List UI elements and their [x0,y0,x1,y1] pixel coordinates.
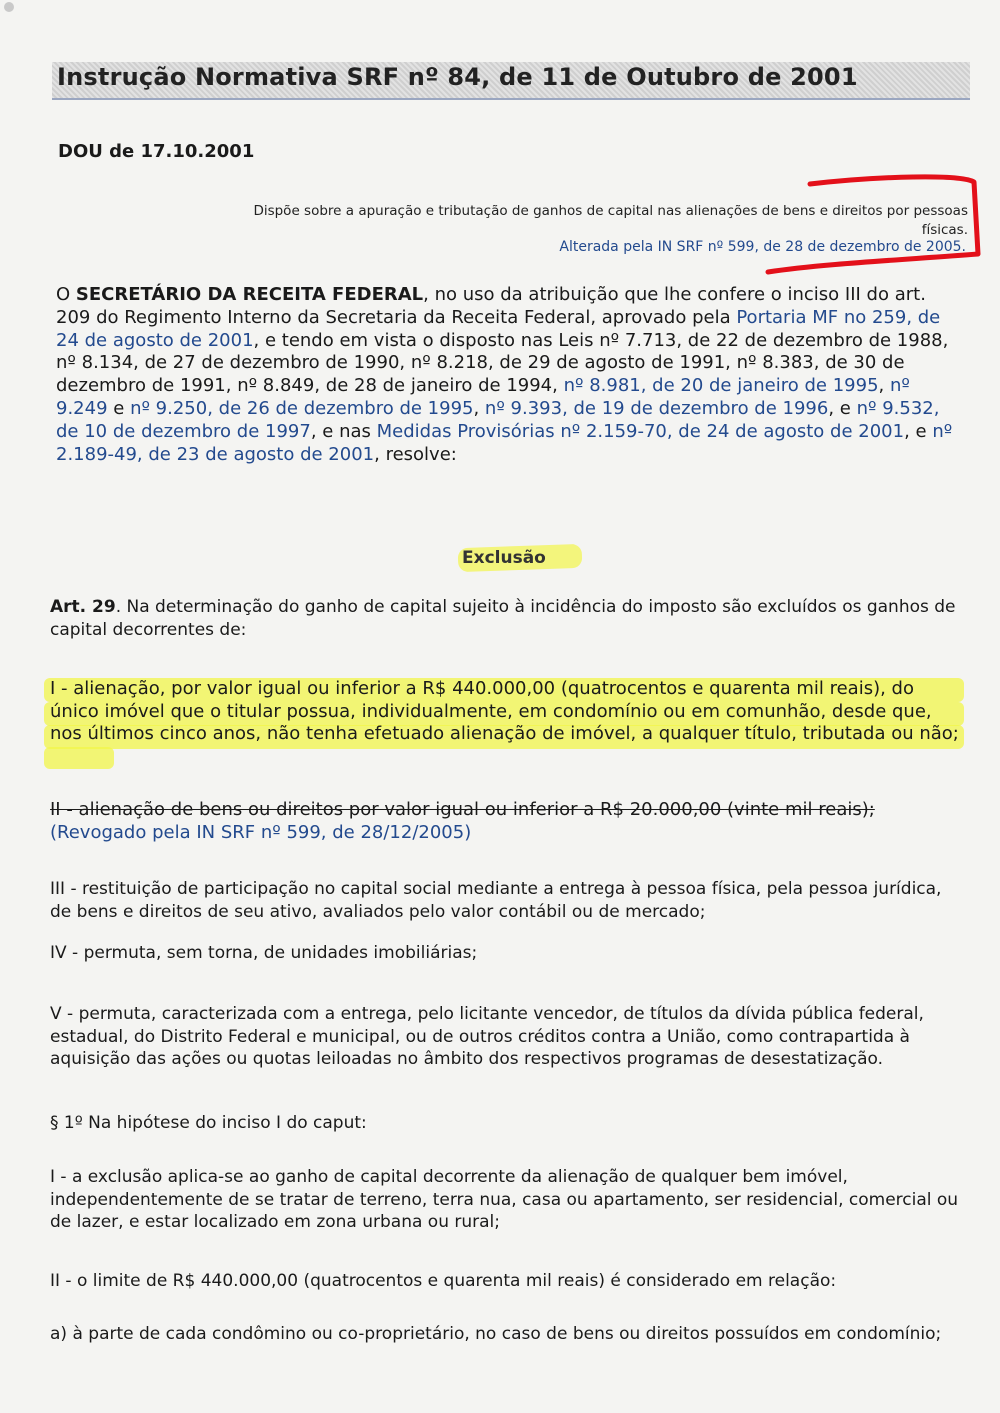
document-title: Instrução Normativa SRF nº 84, de 11 de Outubro de 2001 [57,63,858,91]
revoked-link[interactable]: (Revogado pela IN SRF nº 599, de 28/12/2005) [50,821,472,843]
link-lei-9532[interactable]: nº 9.532, de 10 de dezembro de 1997 [56,397,940,442]
preamble-text: , [473,397,485,419]
link-lei-8981[interactable]: nº 8.981, de 20 de janeiro de 1995 [563,375,879,397]
inciso-iv: IV - permuta, sem torna, de unidades imobiliárias; [50,943,478,963]
paragraph-1-alinea-a: a) à parte de cada condômino ou co-proprietário, no caso de bens ou direitos possuídos em condomínio; [50,1324,942,1344]
paragraph-1: § 1º Na hipótese do inciso I do caput: [50,1113,367,1133]
preamble-text: e [107,397,131,419]
preamble-text: , [878,375,890,397]
preamble-text: , e nas [310,420,377,442]
item-1-highlight [44,747,114,769]
inciso-iii: III - restituição de participação no capital social mediante a entrega à pessoa física, pela pessoa jurídica, de bens e direitos de seu ativo, avaliados pelo valor contábil ou de mercado; [50,879,942,922]
link-mp-2189[interactable]: nº 2.189-49, de 23 de agosto de 2001 [56,420,953,465]
preamble-text: , e tendo em vista o disposto nas Leis nº 7.713, de 22 de dezembro de 1988, nº 8.134, de 27 de dezembro de 1990, nº 8.218, de 29 de agosto de 1991, nº 8.383, de 30 de dezembro de 1991, nº 8.849, de 28 de janeiro de 1994, [56,329,949,397]
preamble-text: , e [828,397,857,419]
link-mp-2159[interactable]: Medidas Provisórias nº 2.159-70, de 24 de agosto de 2001 [376,420,905,442]
preamble-text: , no uso da atribuição que lhe confere o inciso III do art. 209 do Regimento Interno da Secretaria da Receita Federal, aprovado pela [56,284,926,328]
preamble [56,284,961,466]
dou-date: DOU de 17.10.2001 [58,141,255,162]
article-label: Art. 29 [50,597,116,617]
preamble-text: , resolve: [374,443,457,465]
inciso-ii-struck-text: II - alienação de bens ou direitos por valor igual ou inferior a R$ 20.000,00 (vinte mil reais); [50,799,875,820]
ementa-line-1: Dispõe sobre a apuração e tributação de ganhos de capital nas alienações de bens e direitos por pessoas [253,203,968,219]
article-text: . Na determinação do ganho de capital sujeito à incidência do imposto são excluídos os ganhos de capital decorrentes de: [50,597,956,640]
link-lei-9393[interactable]: nº 9.393, de 19 de dezembro de 1996 [484,397,829,419]
preamble-authority: SECRETÁRIO DA RECEITA FEDERAL [75,284,424,305]
inciso-v: V - permuta, caracterizada com a entrega, pelo licitante vencedor, de títulos da dívida pública federal, estadual, do Distrito Federal e municipal, ou de outros créditos contra a União, como contrapartida à aquisição das ações ou quotas leiloadas no âmbito dos respectivos programas de desestatização. [50,1004,924,1069]
inciso-ii [50,799,960,844]
paragraph-1-inciso-ii: II - o limite de R$ 440.000,00 (quatrocentos e quarenta mil reais) é considerado em relação: [50,1271,837,1291]
link-lei-9249[interactable]: nº 9.249 [56,375,910,419]
scan-mark [4,2,14,12]
inciso-i: I - alienação, por valor igual ou inferior a R$ 440.000,00 (quatrocentos e quarenta mil reais), do único imóvel que o titular possua, individualmente, em condomínio ou em comunhão, desde que, nos últimos cinco anos, não tenha efetuado alienação de imóvel, a qualquer título, tributada ou não; [50,678,959,744]
link-portaria[interactable]: Portaria MF no 259, de 24 de agosto de 2001 [56,306,941,351]
article-29 [50,596,960,641]
preamble-text: O [56,284,76,305]
paragraph-1-inciso-i: I - a exclusão aplica-se ao ganho de capital decorrente da alienação de qualquer bem imóvel, independentemente de se tratar de terreno, terra nua, casa ou apartamento, ser residencial, comercial ou de lazer, e estar localizado em zona urbana ou rural; [50,1167,959,1232]
preamble-text: , e [904,420,933,442]
ementa [160,202,968,240]
link-lei-9250[interactable]: nº 9.250, de 26 de dezembro de 1995 [130,397,474,419]
amendment-link[interactable]: Alterada pela IN SRF nº 599, de 28 de dezembro de 2005. [559,239,966,255]
ementa-line-2: físicas. [921,222,968,238]
section-heading: Exclusão [462,548,546,568]
title-bar [52,62,970,100]
